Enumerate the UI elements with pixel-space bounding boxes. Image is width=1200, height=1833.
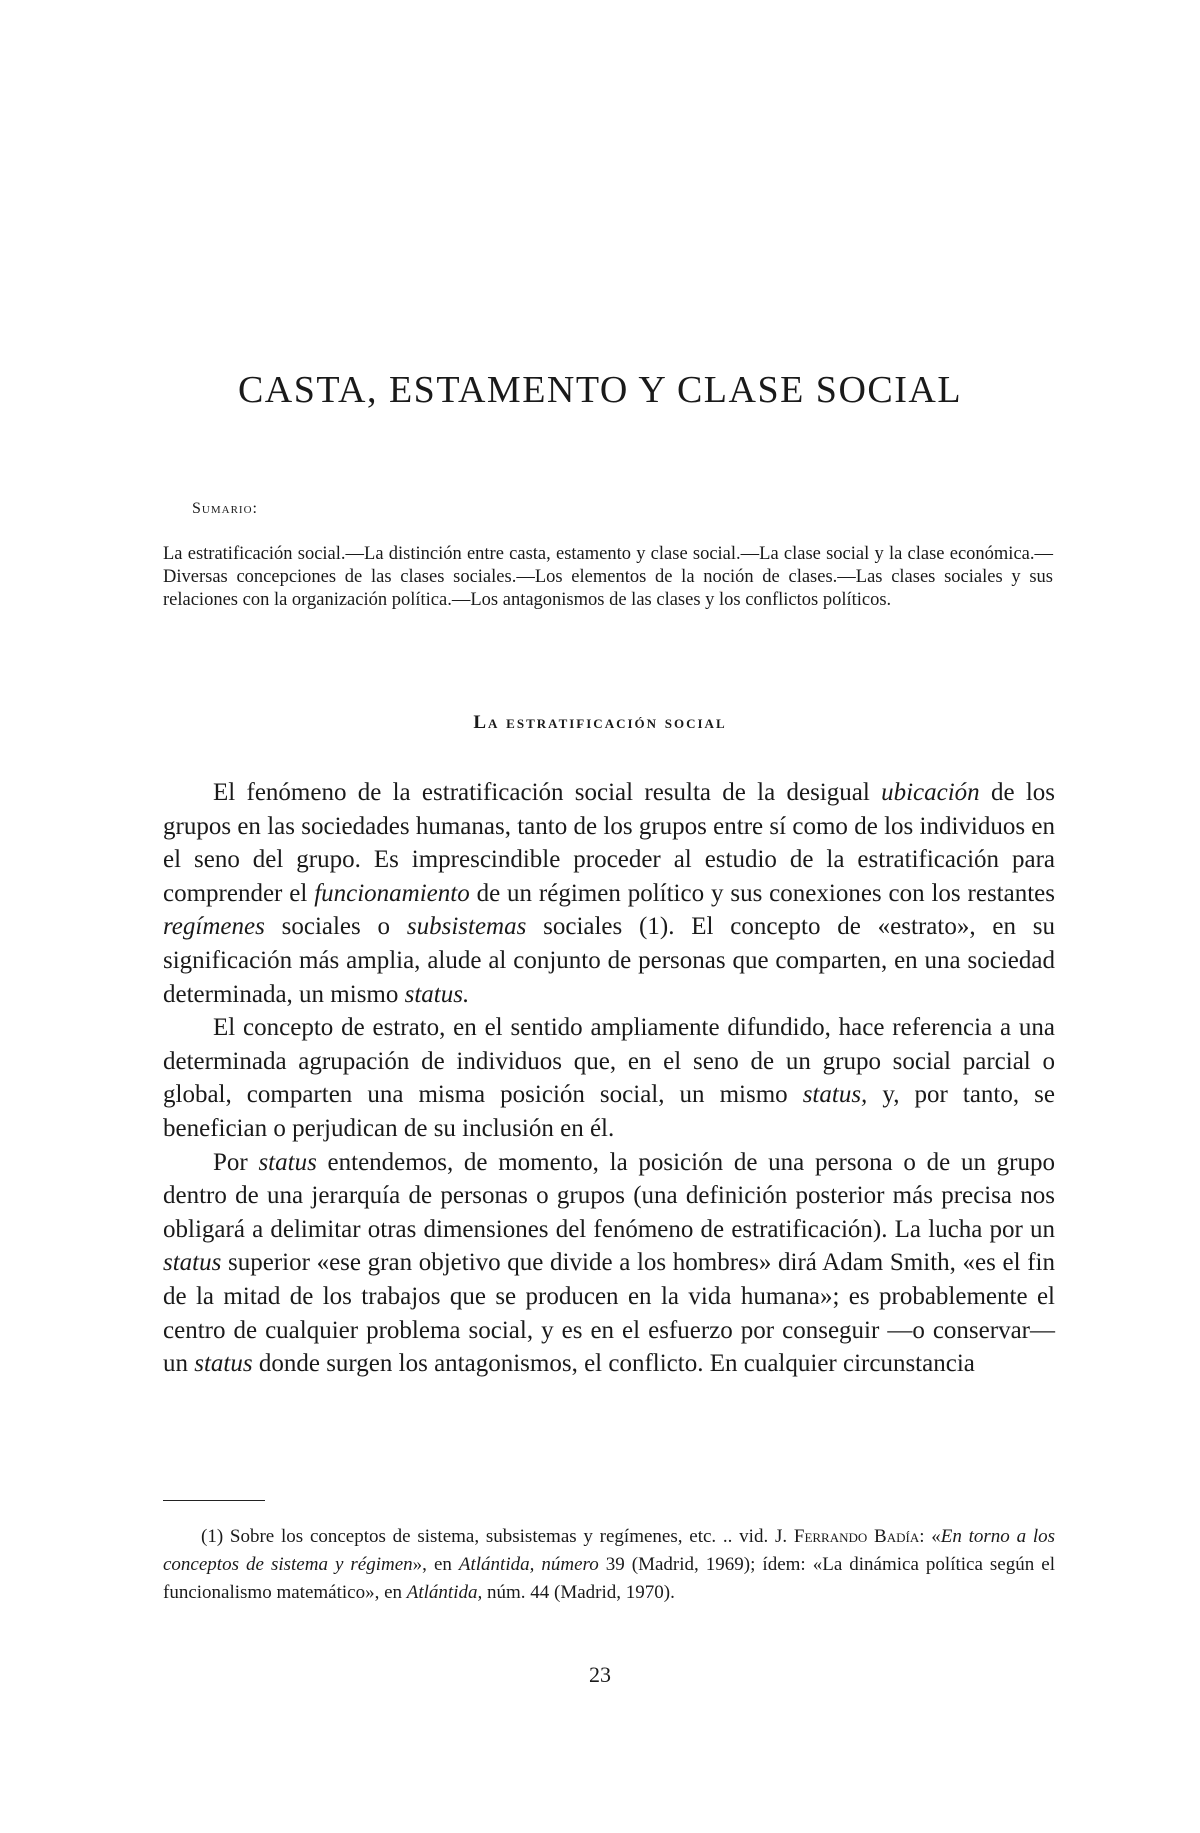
italic-run: status, [802, 1081, 868, 1109]
italic-run: funcionamiento [314, 879, 470, 907]
section-heading: La estratificación social [473, 712, 727, 733]
italic-run: ubicación [881, 779, 980, 806]
text-run: y, por tanto, se benefician o perjudican de su inclusión en él. [163, 1081, 1055, 1142]
italic-run: regímenes [163, 913, 265, 941]
italic-run: status. [404, 980, 470, 1008]
text-run: », en [412, 1554, 459, 1575]
paragraph-3 [163, 1146, 1055, 1381]
text-run: El fenómeno de la estratificación social resulta de la desigual [213, 779, 882, 806]
text-run: 39 (Madrid, 1969); ídem: «La dinámica política según el funcionalismo matemático», en [163, 1554, 1055, 1603]
text-run: sociales o [264, 913, 407, 941]
text-run: entendemos, de momento, la posición de una persona o de un grupo dentro de una jerarquía de personas o grupos (una definición posterior más precisa nos obligará a delimitar otras dimensiones del fenómeno de estratificación). La lucha por un [163, 1148, 1055, 1243]
italic-run: status [163, 1249, 222, 1277]
text-run: donde surgen los antagonismos, el conflicto. En cualquier circunstancia [252, 1350, 975, 1378]
author-name: Ferrando Badía [793, 1526, 920, 1547]
text-run: núm. 44 (Madrid, 1970). [482, 1582, 675, 1603]
text-run: (1) Sobre los conceptos de sistema, subsistemas y regímenes, etc. .. vid. J. [201, 1526, 794, 1547]
italic-run: Atlántida, número [458, 1554, 599, 1575]
body-text [163, 776, 1055, 1381]
paragraph-1 [163, 776, 1055, 1011]
italic-run: subsistemas [406, 913, 527, 941]
paragraph-2 [163, 1011, 1055, 1145]
text-run: El concepto de estrato, en el sentido ampliamente difundido, hace referencia a una determinada agrupación de individuos que, en el seno de un grupo social parcial o global, comparten una misma posición social, un mismo [163, 1014, 1055, 1109]
text-run: de los grupos en las sociedades humanas, tanto de los grupos entre sí como de los individuos en el seno del grupo. Es imprescindible proceder al estudio de la estratificación para comprender el [163, 779, 1055, 907]
italic-run: status [258, 1148, 317, 1176]
text-run: superior «ese gran objetivo que divide a los hombres» dirá Adam Smith, «es el fin de la mitad de los trabajos que se producen en la vida humana»; es probablemente el centro de cualquier problema social, y es en el esfuerzo por conseguir —o conservar— un [163, 1249, 1055, 1378]
italic-run: status [194, 1350, 253, 1378]
page-number: 23 [589, 1662, 611, 1687]
sumario-label: Sumario: [192, 500, 258, 517]
italic-run: Atlántida, [406, 1582, 483, 1603]
text-run: sociales (1). El concepto de «estrato», en su significación más amplia, alude al conjunto de personas que comparten, en una sociedad determinada, un mismo [163, 913, 1055, 1008]
text-run: : « [919, 1526, 941, 1547]
italic-run: En torno a los conceptos de sistema y régimen [163, 1526, 1056, 1575]
footnote-divider [163, 1500, 265, 1501]
footnote-1 [163, 1523, 1055, 1607]
text-run: de un régimen político y sus conexiones con los restantes [469, 879, 1055, 907]
text-run: Por [213, 1148, 259, 1176]
document-title: CASTA, ESTAMENTO Y CLASE SOCIAL [237, 369, 963, 411]
sumario-text: La estratificación social.—La distinción entre casta, estamento y clase social.—La clase social y la clase económica.—Diversas concepciones de las clases sociales.—Los elementos de la noción de clases.—Las clases sociales y sus relaciones con la organización política.—Los antagonismos de las clases y los conflictos políticos. [163, 544, 1053, 610]
